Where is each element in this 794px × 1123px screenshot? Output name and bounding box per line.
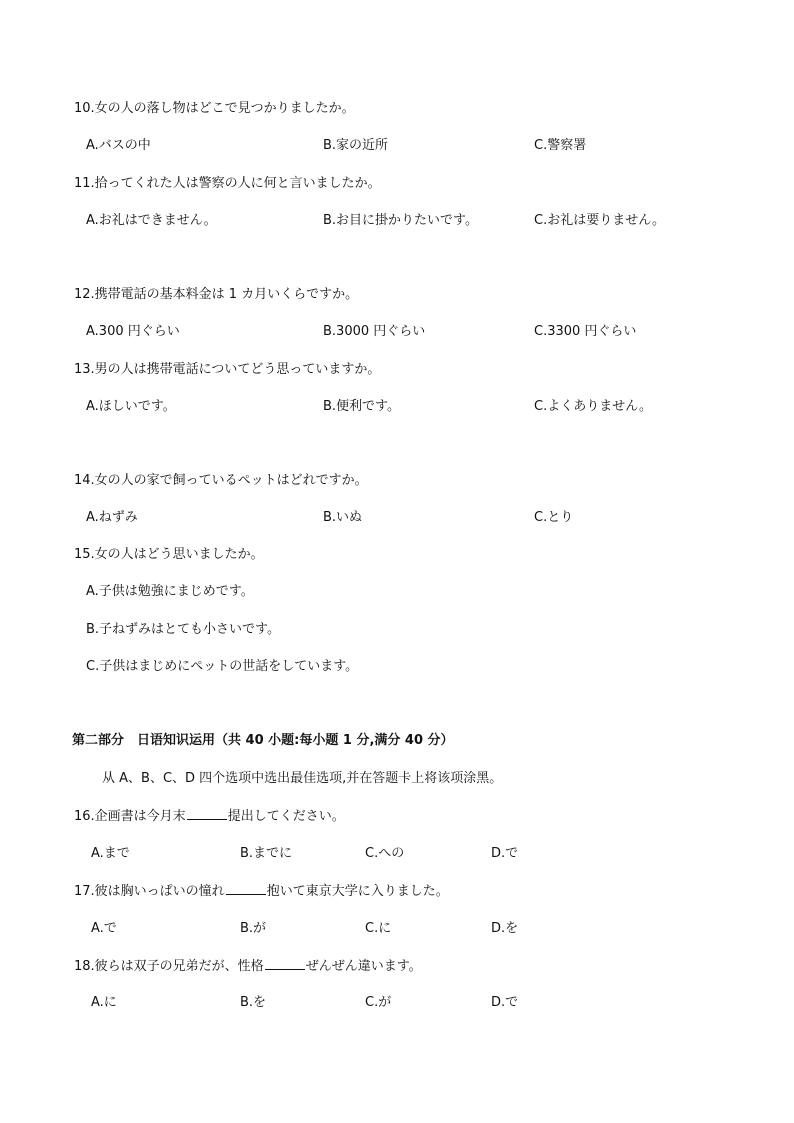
answer-blank	[265, 957, 305, 970]
question-12-option-a: A.300 円ぐらい	[86, 324, 180, 339]
question-12-stem: 12.携帯電話の基本料金は 1 カ月いくらですか。	[74, 287, 359, 302]
question-12-option-c: C.3300 円ぐらい	[534, 324, 637, 339]
question-18-option-b: B.を	[240, 995, 267, 1010]
question-10-option-a: A.バスの中	[86, 138, 151, 153]
question-18-option-d: D.で	[491, 995, 519, 1010]
question-16-stem-before: 16.企画書は今月末	[74, 809, 186, 824]
question-10-stem: 10.女の人の落し物はどこで見つかりましたか。	[74, 101, 355, 116]
question-15-stem: 15.女の人はどう思いましたか。	[74, 547, 264, 562]
question-14-option-a: A.ねずみ	[86, 510, 138, 525]
question-11-option-a: A.お礼はできません。	[86, 213, 217, 228]
question-17-option-b: B.が	[240, 921, 267, 936]
question-14-option-b: B.いぬ	[323, 510, 363, 525]
question-17-stem	[74, 882, 449, 901]
question-16-option-b: B.までに	[240, 846, 293, 861]
question-11-option-c: C.お礼は要りません。	[534, 213, 665, 228]
question-16-stem	[74, 807, 345, 826]
question-18-stem	[74, 957, 422, 976]
question-18-option-c: C.が	[365, 995, 392, 1010]
question-17-stem-after: 抱いて東京大学に入りました。	[266, 884, 449, 899]
question-17-option-a: A.で	[91, 921, 117, 936]
question-13-stem: 13.男の人は携帯電話についてどう思っていますか。	[74, 362, 381, 377]
question-10-option-c: C.警察署	[534, 138, 587, 153]
question-18-option-a: A.に	[91, 995, 117, 1010]
question-15-option-b: B.子ねずみはとても小さいです。	[86, 622, 281, 637]
question-14-stem: 14.女の人の家で飼っているペットはどれですか。	[74, 473, 368, 488]
answer-blank	[187, 807, 227, 820]
question-13-option-b: B.便利です。	[323, 399, 401, 414]
question-16-stem-after: 提出してください。	[227, 809, 345, 824]
question-18-stem-after: ぜんぜん違います。	[305, 959, 422, 974]
section-2-instruction: 从 A、B、C、D 四个选项中选出最佳选项,并在答题卡上将该项涂黑。	[102, 771, 503, 786]
question-11-option-b: B.お目に掛かりたいです。	[323, 213, 479, 228]
question-17-stem-before: 17.彼は胸いっぱいの憧れ	[74, 884, 225, 899]
question-18-stem-before: 18.彼らは双子の兄弟だが、性格	[74, 959, 264, 974]
question-12-option-b: B.3000 円ぐらい	[323, 324, 426, 339]
question-17-option-d: D.を	[491, 921, 519, 936]
question-15-option-a: A.子供は勉強にまじめです。	[86, 584, 254, 599]
answer-blank	[226, 882, 266, 895]
question-11-stem: 11.拾ってくれた人は警察の人に何と言いましたか。	[74, 176, 381, 191]
question-17-option-c: C.に	[365, 921, 392, 936]
question-13-option-c: C.よくありません。	[534, 399, 652, 414]
question-14-option-c: C.とり	[534, 510, 574, 525]
question-16-option-a: A.まで	[91, 846, 130, 861]
question-15-option-c: C.子供はまじめにペットの世話をしています。	[86, 659, 359, 674]
question-13-option-a: A.ほしいです。	[86, 399, 176, 414]
question-16-option-c: C.への	[365, 846, 405, 861]
section-2-title: 第二部分 日语知识运用（共 40 小题:每小题 1 分,满分 40 分）	[72, 733, 454, 748]
question-10-option-b: B.家の近所	[323, 138, 389, 153]
question-16-option-d: D.で	[491, 846, 519, 861]
